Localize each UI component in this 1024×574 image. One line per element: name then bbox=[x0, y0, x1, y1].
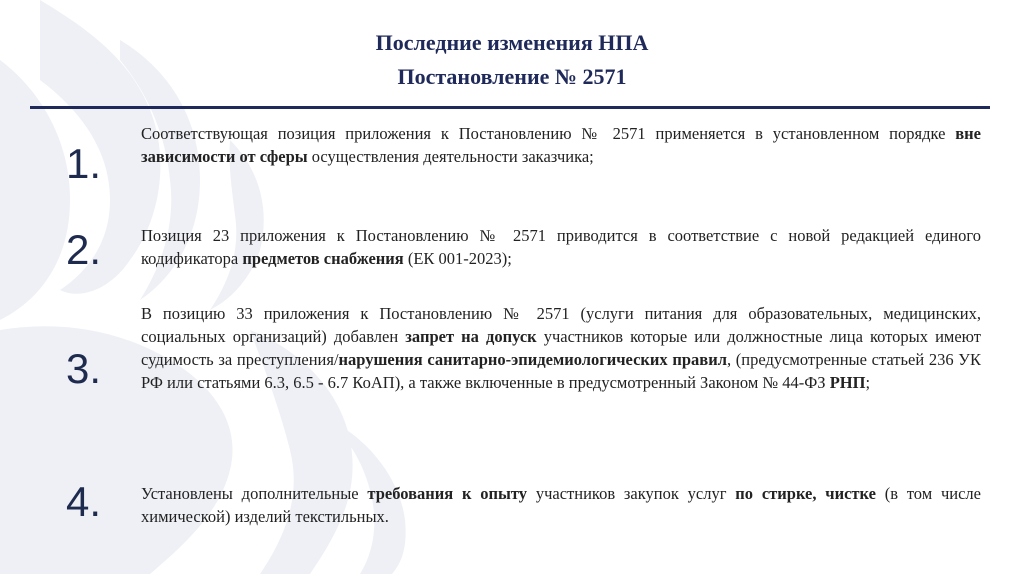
bold-text-segment: предметов снабжения bbox=[242, 249, 404, 268]
list-item-1 bbox=[141, 122, 981, 168]
bold-text-segment: запрет на допуск bbox=[405, 327, 537, 346]
list-item-2 bbox=[141, 224, 981, 270]
text-segment: Установлены дополнительные bbox=[141, 484, 368, 503]
text-segment: В позицию 33 приложения к Постановлению № 2571 (услуги питания для образовательных, медицинских, социальных организаций) добавлен bbox=[141, 304, 981, 346]
list-item-3 bbox=[141, 302, 981, 394]
text-segment: (в том числе химической) изделий текстильных. bbox=[141, 484, 981, 526]
text-segment: Соответствующая позиция приложения к Постановлению № 2571 применяется в установленном порядке bbox=[141, 124, 956, 143]
bold-text-segment: требования к опыту bbox=[367, 484, 528, 503]
bold-text-segment: нарушения санитарно-эпидемиологических правил bbox=[338, 350, 727, 369]
bold-text-segment: вне зависимости от сферы bbox=[141, 124, 981, 166]
item-number-1: 1. bbox=[66, 140, 102, 187]
text-segment: , (предусмотренные статьей 236 УК РФ или статьями 6.3, 6.5 - 6.7 КоАП), а также включенные в предусмотренный Законом № 44-ФЗ bbox=[141, 350, 981, 392]
title-line-1: Последние изменения НПА bbox=[375, 30, 649, 55]
bold-text-segment: по стирке, чистке bbox=[735, 484, 876, 503]
text-segment: осуществления деятельности заказчика; bbox=[307, 147, 594, 166]
bold-text-segment: РНП bbox=[829, 373, 866, 392]
item-number-3: 3. bbox=[66, 345, 102, 392]
title-divider bbox=[30, 106, 990, 109]
text-segment: Позиция 23 приложения к Постановлению № 2571 приводится в соответствие с новой редакцией единого кодификатора bbox=[141, 226, 981, 268]
text-segment: участников которые или должностные лица которых имеют судимость за преступления/ bbox=[141, 327, 982, 369]
list-item-4 bbox=[141, 482, 981, 528]
text-segment: участников закупок услуг bbox=[527, 484, 736, 503]
item-number-4: 4. bbox=[66, 478, 102, 525]
text-segment: ; bbox=[865, 373, 871, 392]
text-segment: (ЕК 001-2023); bbox=[403, 249, 512, 268]
title-line-2: Постановление № 2571 bbox=[397, 64, 627, 89]
slide-title bbox=[0, 26, 1024, 94]
item-number-2: 2. bbox=[66, 226, 102, 273]
